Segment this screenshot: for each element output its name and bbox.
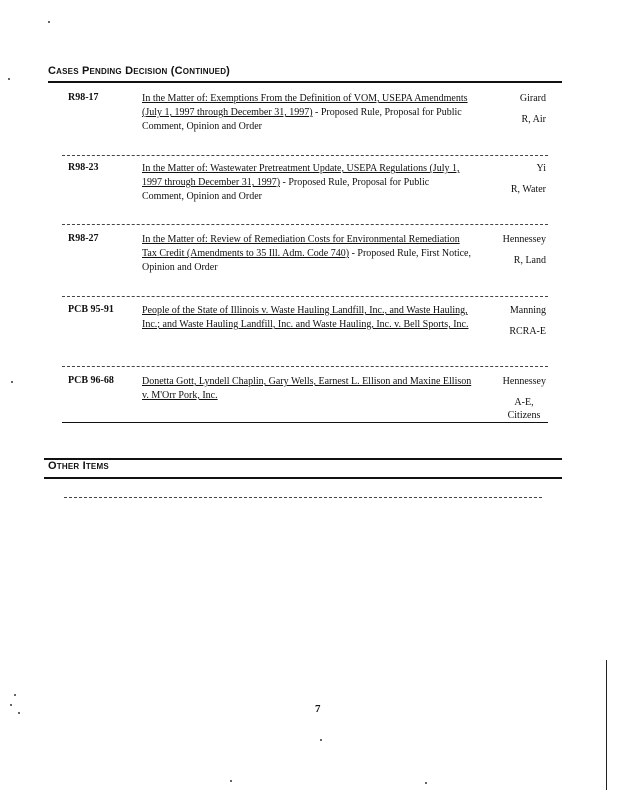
scan-speck (18, 712, 20, 714)
case-description (142, 375, 472, 403)
row-divider (62, 224, 548, 225)
case-number: R98-17 (68, 92, 99, 103)
row-divider (62, 296, 548, 297)
case-assignment (466, 233, 546, 267)
section-title-pending-main: Cases Pending Decision (48, 65, 168, 77)
case-judge: Manning (509, 305, 546, 316)
case-description (142, 92, 472, 134)
case-category: RCRA-E (509, 326, 546, 337)
case-description (142, 304, 472, 332)
case-description (142, 162, 472, 204)
case-number: PCB 96-68 (68, 375, 114, 386)
section-title-pending (48, 65, 230, 77)
case-title-link[interactable]: In the Matter of: Review of Remediation Costs for Environmental Remediation Tax Credit (Amendments to 35 Ill. Adm. Code 740) (142, 234, 460, 259)
case-number: PCB 95-91 (68, 304, 114, 315)
case-title-rest: - Proposed Rule, Proposal for Public Comment, Opinion and Order (142, 177, 430, 202)
section-rule-top (48, 81, 562, 83)
case-title-link[interactable]: People of the State of Illinois v. Waste Hauling Landfill, Inc., and Waste Hauling, Inc.; and Waste Hauling Landfill, Inc. and Waste Hauling, Inc. v. Bell Sports, Inc. (142, 305, 469, 330)
case-category: R, Land (513, 255, 546, 266)
row-divider (62, 366, 548, 367)
case-category: A-E, Citizens (507, 397, 541, 421)
page-number: 7 (315, 703, 321, 715)
case-assignment (466, 162, 546, 196)
case-description (142, 233, 472, 275)
scan-speck (425, 782, 427, 784)
case-title-link[interactable]: Donetta Gott, Lyndell Chaplin, Gary Wells, Earnest L. Ellison and Maxine Ellison v. M'Orr Pork, Inc. (142, 376, 472, 401)
case-assignment (466, 375, 546, 422)
case-title-link[interactable]: In the Matter of: Wastewater Pretreatment Update, USEPA Regulations (July 1, 1997 through December 31, 1997) (142, 163, 460, 188)
case-judge: Hennessey (502, 376, 546, 387)
case-judge: Yi (536, 163, 546, 174)
case-title-rest: - Proposed Rule, Proposal for Public Comment, Opinion and Order (142, 107, 462, 132)
case-judge: Hennessey (502, 234, 546, 245)
row-divider (62, 155, 548, 156)
blank-line (64, 497, 542, 498)
case-assignment (466, 304, 546, 338)
case-title-link[interactable]: In the Matter of: Exemptions From the Definition of VOM, USEPA Amendments (July 1, 1997 through December 31, 1997) (142, 93, 468, 118)
case-category: R, Air (521, 114, 546, 125)
case-number: R98-27 (68, 233, 99, 244)
case-title-rest: - Proposed Rule, First Notice, Opinion and Order (142, 248, 471, 273)
case-row (62, 375, 548, 435)
section-title-pending-sub: (Continued) (170, 65, 231, 77)
scan-speck (230, 780, 232, 782)
scan-edge-line (606, 660, 607, 790)
section-rule-other-bottom (44, 477, 562, 479)
case-category: R, Water (510, 184, 546, 195)
case-row (62, 233, 548, 293)
case-row (62, 162, 548, 222)
scan-speck (11, 381, 13, 383)
section-title-other: Other Items (48, 460, 109, 472)
case-judge: Girard (519, 93, 546, 104)
case-number: R98-23 (68, 162, 99, 173)
scan-speck (8, 78, 10, 80)
section-rule-other (44, 458, 562, 460)
scan-speck (14, 694, 16, 696)
case-assignment (466, 92, 546, 126)
case-row (62, 304, 548, 364)
scan-speck (10, 704, 12, 706)
table-bottom-rule (62, 422, 548, 423)
case-row (62, 92, 548, 152)
scan-speck (320, 739, 322, 741)
scan-speck (48, 21, 50, 23)
